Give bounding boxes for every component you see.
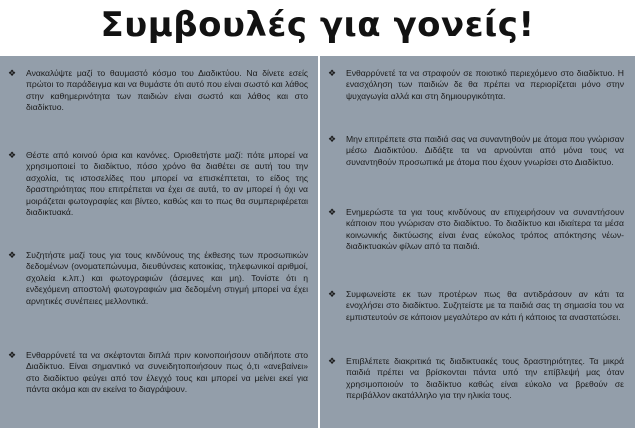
tip-item xyxy=(8,150,308,218)
tip-text: Θέστε από κοινού όρια και κανόνες. Οριοθετήστε μαζί: πότε μπορεί να χρησιμοποιεί το διαδίκτυο, πόσο χρόνο θα διαθέτει σε αυτή του την ασχολία, τις ιστοσελίδες που μπορεί να επισκέπτεται, το είδος της δραστηριότητας που επιτρέπεται να έχει σε αυτά, το αν μπορεί ή όχι να μοιράζεται φωτογραφίες και βίντεο, καθώς και το πως θα συμπεριφέρεται διαδικτυακά. xyxy=(26,150,308,218)
tip-item xyxy=(328,356,624,402)
tip-item xyxy=(8,68,308,114)
tip-item xyxy=(328,134,624,168)
tip-text: Ενημερώστε τα για τους κινδύνους αν επιχειρήσουν να συναντήσουν κάποιον που γνώρισαν στο διαδίκτυο. Το διαδίκτυο και ιδιαίτερα τα μέσα κοινωνικής δικτύωσης είναι ένας εύκολος τρόπος απόκτησης νέων-διαδικτυακών φίλων από τα παιδιά. xyxy=(346,207,624,252)
diamond-bullet-icon: ❖ xyxy=(8,68,17,78)
tip-item xyxy=(328,207,624,253)
tip-text: Επιβλέπετε διακριτικά τις διαδικτυακές τους δραστηριότητες. Τα μικρά παιδιά πρέπει να βρίσκονται πάντα υπό την επίβλεψή μας όταν χρησιμοποιούν το διαδίκτυο καθώς είναι εύκολο να βρεθούν σε περιβάλλον ακατάλληλο για την ηλικία τους. xyxy=(346,356,624,401)
tip-text: Ενθαρρύνετέ τα να σκέφτονται διπλά πριν κοινοποιήσουν οτιδήποτε στο Διαδίκτυο. Είναι σημαντικό να συνειδητοποιήσουν πως ό,τι «ανεβαίνει» στο διαδίκτυο φεύγει από τον έλεγχό τους και μπορεί να μείνει εκεί για πάντα ακόμα και αν εκείνα το διαγράψουν. xyxy=(26,350,308,395)
diamond-bullet-icon: ❖ xyxy=(328,356,337,366)
diamond-bullet-icon: ❖ xyxy=(328,68,337,78)
tip-item xyxy=(328,289,624,323)
tip-text: Μην επιτρέπετε στα παιδιά σας να συναντηθούν με άτομα που γνώρισαν μέσω Διαδικτύου. Διδάξτε τα να αρνούνται από μόνα τους να συναντηθούν προσωπικά με άτομα που έχουν γνωρίσει στο Διαδίκτυο. xyxy=(346,134,624,167)
tip-text: Ανακαλύψτε μαζί το θαυμαστό κόσμο του Διαδικτύου. Να δίνετε εσείς πρώτοι το παράδειγμα και να θυμάστε ότι αυτό που είναι σωστό και λάθος στην καθημερινότητα των παιδιών είναι σωστό και λάθος και στο διαδίκτυο. xyxy=(26,68,308,113)
right-tips-panel xyxy=(320,56,635,428)
tip-text: Συμφωνείστε εκ των προτέρων πως θα αντιδράσουν αν κάτι τα ενοχλήσει στο διαδίκτυο. Συζητείστε με τα παιδιά σας τη σημασία του να εμπιστευτούν σε κάποιον μεγαλύτερο αν κάτι ή κάποιος τα αναστατώσει. xyxy=(346,289,624,322)
tip-text: Συζητήστε μαζί τους για τους κινδύνους της έκθεσης των προσωπικών δεδομένων (ονοματεπώνυμα, διευθύνσεις κατοικίας, τηλεφωνικοί αριθμοί, σχολεία κ.λπ.) και φωτογραφιών (άσεμνες και μη). Τονίστε ότι η ενδεχόμενη αποστολή φωτογραφιών μια δεδομένη στιγμή μπορεί να έχει αρνητικές συνέπειες μελλοντικά. xyxy=(26,250,308,306)
left-tips-panel xyxy=(0,56,318,428)
tip-item xyxy=(8,250,308,307)
diamond-bullet-icon: ❖ xyxy=(328,289,337,299)
diamond-bullet-icon: ❖ xyxy=(328,207,337,217)
tip-item xyxy=(8,350,308,396)
tip-text: Ενθαρρύνετέ τα να στραφούν σε ποιοτικό περιεχόμενο στο διαδίκτυο. Η ενασχόληση των παιδιών δε θα πρέπει να περιορίζεται μόνο στην ψυχαγωγία αλλά και στη δημιουργικότητα. xyxy=(346,68,624,101)
tip-item xyxy=(328,68,624,102)
page-title: Συμβουλές για γονείς! xyxy=(100,5,535,45)
diamond-bullet-icon: ❖ xyxy=(8,150,17,160)
diamond-bullet-icon: ❖ xyxy=(8,250,17,260)
diamond-bullet-icon: ❖ xyxy=(328,134,337,144)
diamond-bullet-icon: ❖ xyxy=(8,350,17,360)
